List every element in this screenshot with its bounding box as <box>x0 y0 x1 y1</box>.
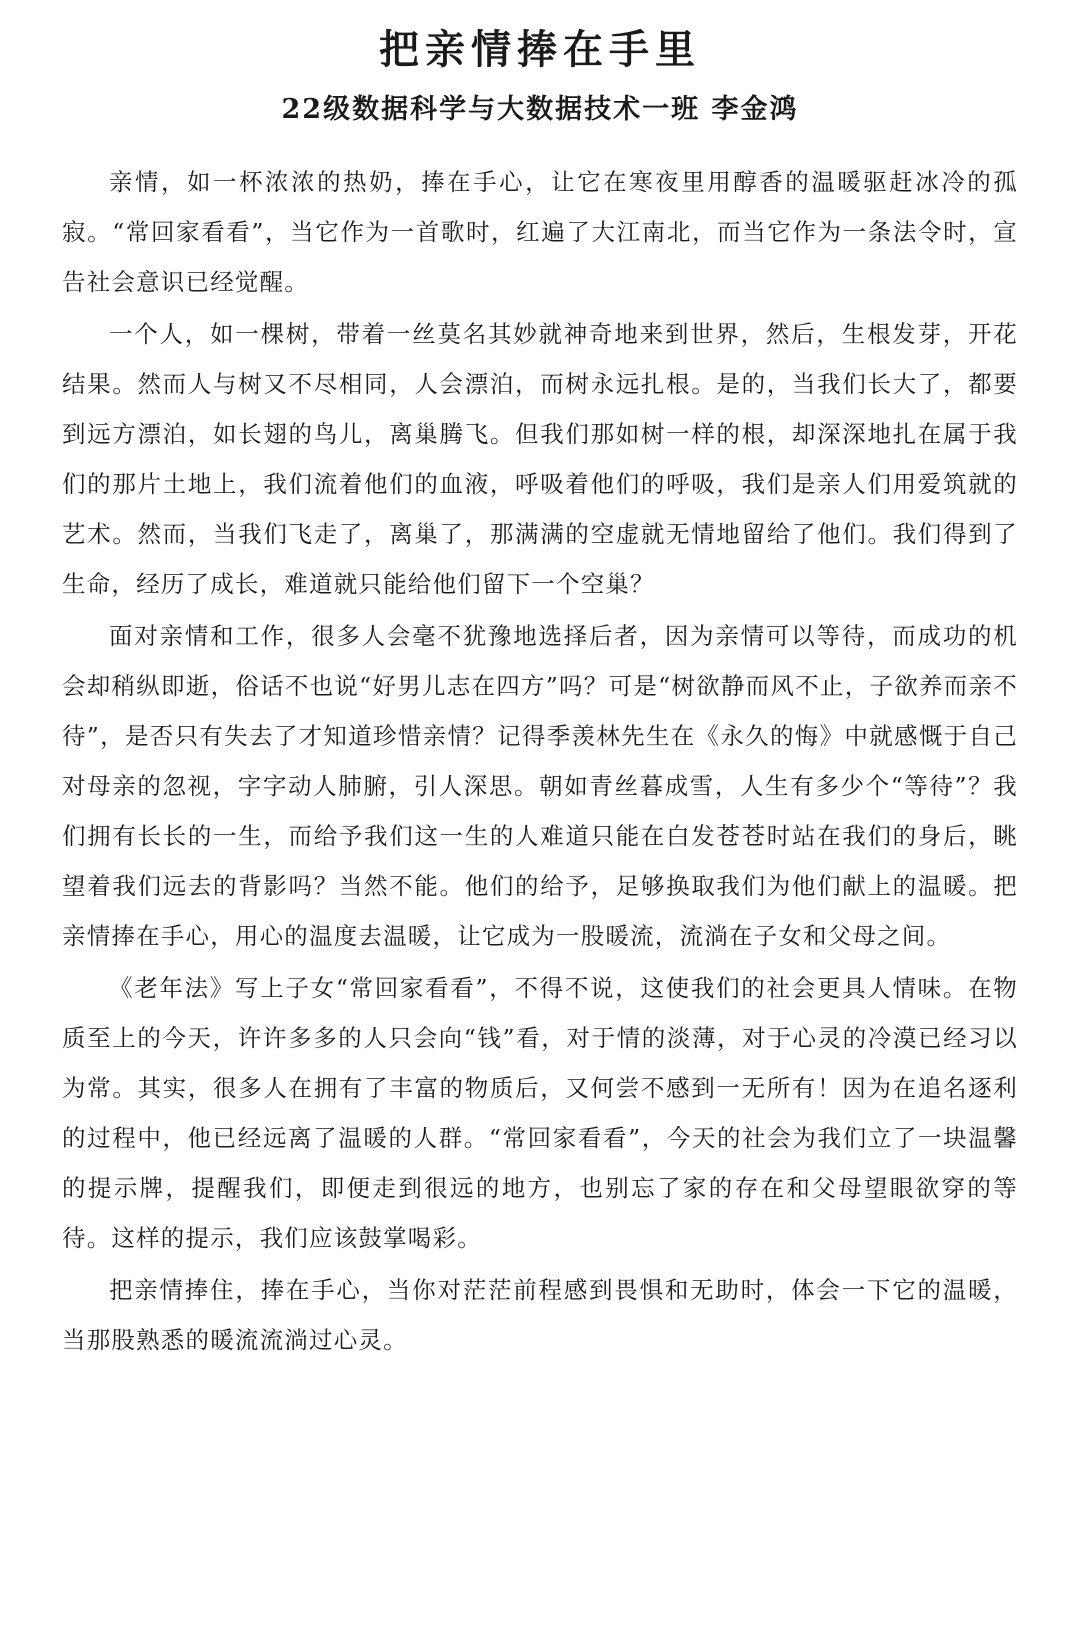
author-byline: 22级数据科学与大数据技术一班 李金鸿 <box>281 94 799 125</box>
paragraph: 亲情，如一杯浓浓的热奶，捧在手心，让它在寒夜里用醇香的温暖驱赶冰冷的孤寂。“常回家看看”，当它作为一首歌时，红遍了大江南北，而当它作为一条法令时，宣告社会意识已经觉醒。 <box>62 167 1018 296</box>
paragraph: 《老年法》写上子女“常回家看看”，不得不说，这使我们的社会更具人情味。在物质至上的今天，许许多多的人只会向“钱”看，对于情的淡薄，对于心灵的冷漠已经习以为常。其实，很多人在拥有了丰富的物质后，又何尝不感到一无所有！因为在追名逐利的过程中，他已经远离了温暖的人群。“常回家看看”，今天的社会为我们立了一块温馨的提示牌，提醒我们，即便走到很远的地方，也别忘了家的存在和父母望眼欲穿的等待。这样的提示，我们应该鼓掌喝彩。 <box>62 973 1018 1252</box>
paragraph: 把亲情捧住，捧在手心，当你对茫茫前程感到畏惧和无助时，体会一下它的温暖，当那股熟悉的暖流流淌过心灵。 <box>62 1275 1018 1354</box>
paragraph: 面对亲情和工作，很多人会毫不犹豫地选择后者，因为亲情可以等待，而成功的机会却稍纵即逝，俗话不也说“好男儿志在四方”吗？可是“树欲静而风不止，子欲养而亲不待”，是否只有失去了才知道珍惜亲情？记得季羡林先生在《永久的悔》中就感慨于自己对母亲的忽视，字字动人肺腑，引人深思。朝如青丝暮成雪，人生有多少个“等待”？我们拥有长长的一生，而给予我们这一生的人难道只能在白发苍苍时站在我们的身后，眺望着我们远去的背影吗？当然不能。他们的给予，足够换取我们为他们献上的温暖。把亲情捧在手心，用心的温度去温暖，让它成为一股暖流，流淌在子女和父母之间。 <box>62 621 1018 950</box>
paragraph: 一个人，如一棵树，带着一丝莫名其妙就神奇地来到世界，然后，生根发芽，开花结果。然而人与树又不尽相同，人会漂泊，而树永远扎根。是的，当我们长大了，都要到远方漂泊，如长翅的鸟儿，离巢腾飞。但我们那如树一样的根，却深深地扎在属于我们的那片土地上，我们流着他们的血液，呼吸着他们的呼吸，我们是亲人们用爱筑就的艺术。然而，当我们飞走了，离巢了，那满满的空虚就无情地留给了他们。我们得到了生命，经历了成长，难道就只能给他们留下一个空巢？ <box>62 319 1018 598</box>
essay-body <box>62 157 1018 1365</box>
page-title: 把亲情捧在手里 <box>379 26 701 73</box>
